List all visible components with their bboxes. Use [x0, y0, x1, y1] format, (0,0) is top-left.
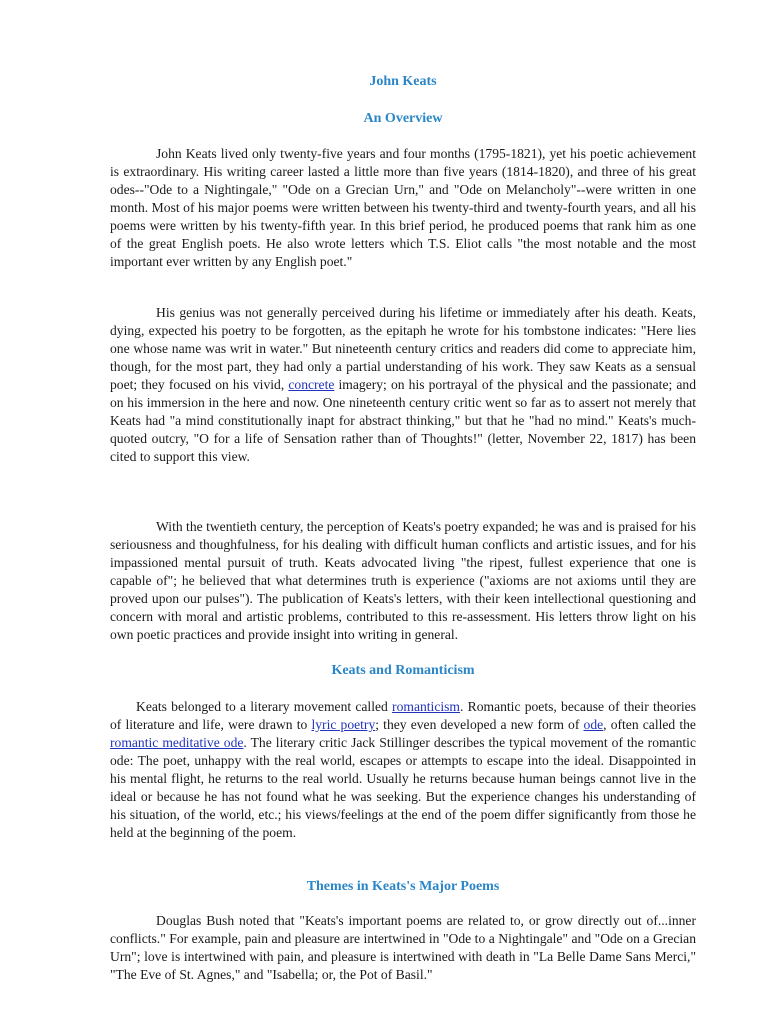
paragraph-text: Keats belonged to a literary movement called: [136, 699, 393, 714]
romantic-meditative-ode-link[interactable]: romantic meditative ode: [110, 735, 244, 750]
paragraph-text: His genius was not generally perceived during his lifetime or immediately after his death. Keats, dying, expected his poetry to be forgotten, as the epitaph he wrote for his tombstone indicates: "Here lies one whose name was writ in water." But nineteenth century critics and readers did come to appreciate him, though, for the most part, they had only a partial understanding of his work. They saw Keats as a sensual poet; they focused on his vivid,: [110, 305, 696, 392]
overview-paragraph-3: With the twentieth century, the perception of Keats's poetry expanded; he was and is praised for his seriousness and thoughfulness, for his dealing with difficult human conflicts and artistic issues, and for his impassioned mental pursuit of truth. Keats advocated living "the ripest, fullest experience that one is capable of"; he believed that what determines truth is experience ("axioms are not axioms until they are proved upon our pulses"). The publication of Keats's letters, with their keen intellectional questioning and concern with moral and artistic problems, contributed to this re-assessment. His letters throw light on his own poetic practices and provide insight into writing in general.: [110, 519, 696, 642]
concrete-link[interactable]: concrete: [288, 377, 335, 392]
romanticism-link[interactable]: romanticism: [392, 699, 461, 714]
document-title: John Keats: [369, 74, 437, 89]
romanticism-paragraph: [110, 698, 696, 842]
overview-paragraph-1: John Keats lived only twenty-five years and four months (1795-1821), yet his poetic achievement is extraordinary. His writing career lasted a little more than five years (1814-1820), and three of his great odes--"Ode to a Nightingale," "Ode on a Grecian Urn," and "Ode on Melancholy"--were written in one month. Most of his major poems were written between his twenty-third and twenty-fourth years, and all his poems were written by his twenty-fifth year. In this brief period, he produced poems that rank him as one of the great English poets. He also wrote letters which T.S. Eliot calls "the most notable and the most important ever written by any English poet.": [110, 146, 696, 269]
paragraph-text: . Romantic poets, because of their theories of literature and life, were drawn to: [110, 699, 696, 732]
lyric-poetry-link[interactable]: lyric poetry: [311, 717, 376, 732]
paragraph-text: imagery; on his portrayal of the physical and the passionate; and on his immersion in the here and now. One nineteenth century critic went so far as to assert not merely that Keats had "a mind constitutionally inapt for abstract thinking," but that he "had no mind." Keats's much-quoted outcry, "O for a life of Sensation rather than of Thoughts!" (letter, November 22, 1817) has been cited to support this view.: [110, 377, 696, 464]
paragraph-text: . The literary critic Jack Stillinger describes the typical movement of the romantic ode: The poet, unhappy with the real world, escapes or attempts to escape into the ideal. Disappointed in his mental flight, he returns to the real world. Usually he returns because human beings cannot live in the ideal or because he has not found what he was seeking. But the experience changes his understanding of his situation, of the world, etc.; his views/feelings at the end of the poem differ significantly from those he held at the beginning of the poem.: [110, 735, 696, 840]
overview-paragraph-2: [110, 304, 696, 466]
ode-link[interactable]: ode: [583, 717, 604, 732]
themes-heading: Themes in Keats's Major Poems: [306, 879, 500, 894]
themes-paragraph-1: Douglas Bush noted that "Keats's important poems are related to, or grow directly out of...inner conflicts." For example, pain and pleasure are intertwined in "Ode to a Nightingale" and "Ode on a Grecian Urn"; love is intertwined with pain, and pleasure is intertwined with death in "La Belle Dame Sans Merci," "The Eve of St. Agnes," and "Isabella; or, the Pot of Basil.": [110, 913, 696, 982]
paragraph-text: , often called the: [603, 717, 696, 732]
romanticism-heading: Keats and Romanticism: [331, 663, 475, 678]
overview-heading: An Overview: [363, 111, 443, 126]
paragraph-text: ; they even developed a new form of: [375, 717, 584, 732]
